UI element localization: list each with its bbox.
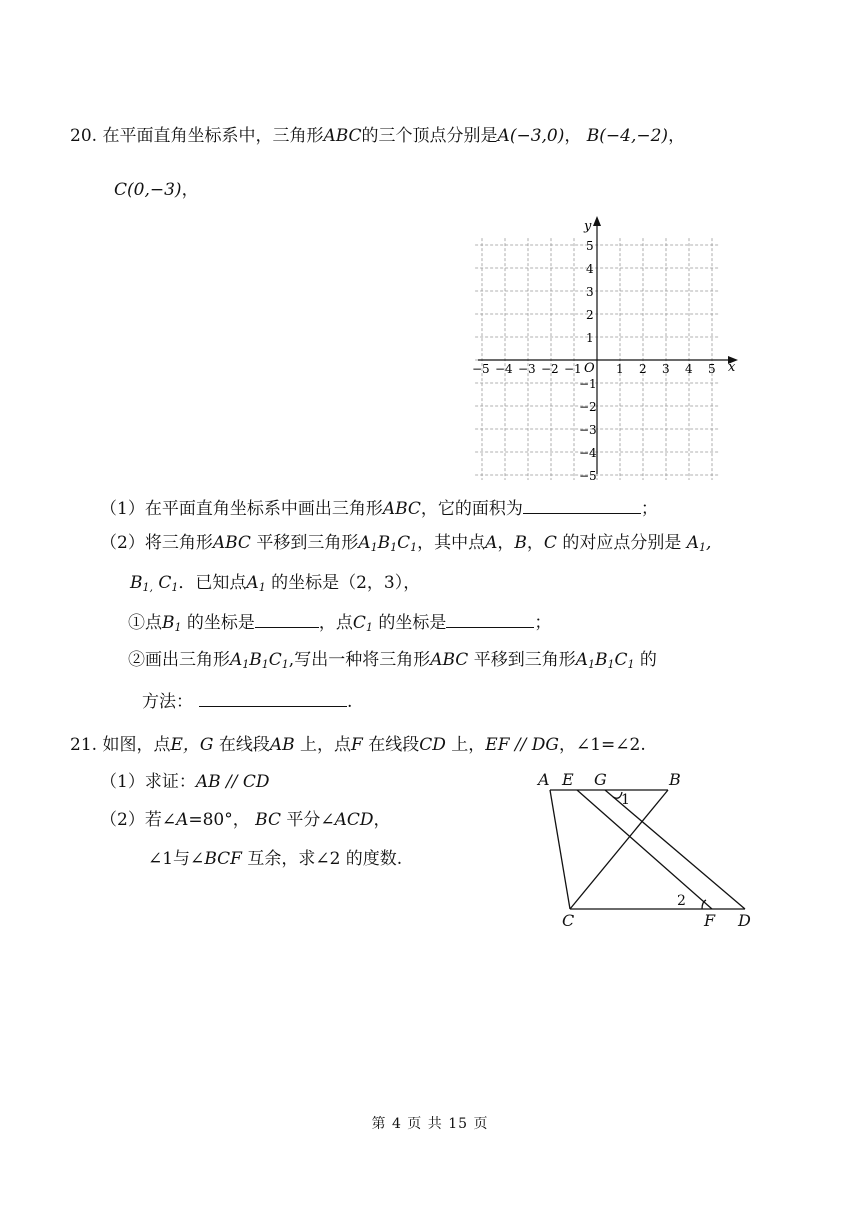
q20-sub2-text3: 平移到三角形 xyxy=(473,650,576,670)
q20-p2-text2: 平移到三角形 xyxy=(256,533,359,553)
q21-par: EF // DG xyxy=(485,735,559,755)
area-answer-blank[interactable] xyxy=(523,495,641,514)
c1-coordinate-blank[interactable] xyxy=(446,609,534,628)
q20-sub2-text2: ,写出一种将三角形 xyxy=(288,650,431,670)
y-tick-label: 2 xyxy=(586,308,594,322)
y-tick-label: 3 xyxy=(586,285,594,299)
q20-part2: （2）将三角形ABC 平移到三角形$A_1B_1C_1$，其中点A，B，C 的对应点分别是 $A_1$, xyxy=(100,533,712,554)
q20-sub2-text4: 的 xyxy=(639,650,657,670)
y-tick-label: 5 xyxy=(586,239,594,253)
q20-sub1-text3: ，点 xyxy=(318,613,353,633)
q20-sub2-end: . xyxy=(347,692,353,712)
q21-p2-acd: ACD xyxy=(334,810,374,830)
q20-abc: ABC xyxy=(430,650,469,670)
q20-p2-text3: ，其中点 xyxy=(417,533,486,553)
q20-point-label: B xyxy=(514,533,527,553)
q20-sub2-line2-text: 方法： xyxy=(142,692,193,712)
q21-eg: E，G xyxy=(170,735,214,755)
q21-p1-math: AB // CD xyxy=(195,772,270,792)
x-tick-label: 3 xyxy=(662,362,670,376)
x-tick-label: −1 xyxy=(564,362,582,376)
q21-p2-text3: 平分∠ xyxy=(286,810,335,830)
y-axis-label: y xyxy=(584,219,592,234)
q21-p2-a: A xyxy=(176,810,189,830)
label-b: B xyxy=(669,770,681,789)
q21-p2-text: （2）若∠ xyxy=(100,810,177,830)
y-tick-label: 1 xyxy=(586,331,594,345)
x-tick-label: −5 xyxy=(472,362,490,376)
page-footer: 第 4 页 共 15 页 xyxy=(371,1116,489,1132)
q20-point-label: $C_1$ xyxy=(352,613,373,634)
label-f: F xyxy=(704,911,716,930)
q21-stem xyxy=(70,733,646,757)
q20-stem-text: 20. 在平面直角坐标系中，三角形 xyxy=(70,126,324,146)
q21-stem-text4: 在线段 xyxy=(368,735,420,755)
segment-ef xyxy=(577,790,712,909)
q20-stem-line1 xyxy=(70,124,685,148)
q21-ab: AB xyxy=(269,735,295,755)
q21-p3-text2: 互余，求∠2 的度数. xyxy=(247,849,403,869)
q20-point-a: A(−3,0) xyxy=(497,126,565,146)
q21-p2-bc: BC xyxy=(255,810,281,830)
q20-sub1 xyxy=(128,609,551,635)
y-tick-label: −4 xyxy=(579,446,597,460)
q20-part1 xyxy=(100,495,658,521)
q20-point-label: $B_{1,}$ $C_1$ xyxy=(130,573,179,594)
q20-sub2 xyxy=(128,648,657,672)
q20-sub1-text2: 的坐标是 xyxy=(186,613,255,633)
q21-stem-text3: 上，点 xyxy=(300,735,352,755)
q21-stem-text5: 上， xyxy=(451,735,486,755)
q20-point-label: $A_1$, xyxy=(686,533,712,554)
y-tick-label: 4 xyxy=(586,262,594,276)
coordinate-grid xyxy=(472,214,746,480)
q20-p1-text2: ，它的面积为 xyxy=(420,499,523,519)
q21-stem-text6: ，∠1=∠2. xyxy=(558,735,646,755)
x-tick-label: −2 xyxy=(541,362,559,376)
b1-coordinate-blank[interactable] xyxy=(255,609,319,628)
q21-part2 xyxy=(100,808,391,832)
q21-f: F xyxy=(351,735,363,755)
q21-part1 xyxy=(100,770,270,794)
method-answer-blank[interactable] xyxy=(199,688,347,707)
q20-sep: ， xyxy=(668,126,686,146)
q21-part3 xyxy=(148,847,402,871)
q20-abc: ABC xyxy=(382,499,421,519)
q20-abc: ABC xyxy=(323,126,362,146)
x-tick-label: −4 xyxy=(495,362,513,376)
q21-p1-text: （1）求证： xyxy=(100,772,196,792)
label-d: D xyxy=(738,911,751,930)
q21-p2-text2: =80°， xyxy=(188,810,250,830)
y-tick-label: −3 xyxy=(579,423,597,437)
x-tick-label: −3 xyxy=(518,362,536,376)
q20-point-label: $A_1$ xyxy=(246,573,266,594)
label-angle1: 1 xyxy=(621,792,630,808)
q20-sub2-text: ②画出三角形 xyxy=(128,650,230,670)
q20-abc: ABC xyxy=(212,533,251,553)
label-e: E xyxy=(562,770,574,789)
geometry-figure xyxy=(530,768,760,933)
q21-p2-text4: ， xyxy=(373,810,391,830)
label-angle2: 2 xyxy=(677,893,686,909)
q20-sub1-text: ①点 xyxy=(128,613,162,633)
q20-p1-end: ； xyxy=(640,499,658,519)
x-axis-label: x xyxy=(728,360,736,375)
a1b1c1: $A_1B_1C_1$ xyxy=(358,533,418,554)
q20-label-a1b1c1: $A_1B_1C_1$ xyxy=(575,650,635,671)
q20-stem-line2 xyxy=(114,178,199,202)
y-tick-label: −2 xyxy=(579,400,597,414)
label-a: A xyxy=(538,770,550,789)
q20-point-b: B(−4,−2) xyxy=(586,126,669,146)
q20-p2-line2-end: 的坐标是（2，3）， xyxy=(271,573,421,593)
q20-p2-text4: 的对应点分别是 xyxy=(562,533,682,553)
q20-point-c: C(0,−3) xyxy=(114,180,182,200)
q20-sub2-line2 xyxy=(142,688,352,714)
x-tick-label: 5 xyxy=(708,362,716,376)
q21-p3-bcf: BCF xyxy=(204,849,242,869)
q20-point-label: $B_1$ xyxy=(162,613,182,634)
q20-sep: ， xyxy=(181,180,199,200)
segment-bc xyxy=(570,790,668,909)
q21-stem-text: 21. 如图，点 xyxy=(70,735,171,755)
x-tick-label: 4 xyxy=(685,362,693,376)
label-g: G xyxy=(594,770,607,789)
origin-label: O xyxy=(584,361,595,376)
x-tick-label: 1 xyxy=(616,362,624,376)
points-abc: A xyxy=(485,533,498,553)
y-tick-label: −5 xyxy=(579,469,597,480)
q20-sep: ， xyxy=(564,126,582,146)
q21-p3-text: ∠1与∠ xyxy=(148,849,205,869)
x-tick-label: 2 xyxy=(639,362,647,376)
q20-point-label: C xyxy=(543,533,557,553)
y-axis-arrow xyxy=(593,216,601,226)
q21-stem-text2: 在线段 xyxy=(218,735,270,755)
label-c: C xyxy=(562,911,575,930)
q20-label-a1b1c1: $A_1B_1C_1$ xyxy=(230,650,289,671)
q20-stem-text2: 的三个顶点分别是 xyxy=(361,126,498,146)
q20-sub1-text4: 的坐标是 xyxy=(378,613,447,633)
q20-part2-line2: $B_{1,}$ $C_1$．已知点$A_1$ 的坐标是（2，3）， xyxy=(130,573,421,594)
q20-sub1-end: ； xyxy=(534,613,552,633)
segment-ac xyxy=(550,790,570,909)
q21-cd: CD xyxy=(419,735,446,755)
q20-p2-line2-text: 已知点 xyxy=(195,573,247,593)
q20-p2-text: （2）将三角形 xyxy=(100,533,213,553)
y-tick-label: −1 xyxy=(579,377,597,391)
q20-p1-text: （1）在平面直角坐标系中画出三角形 xyxy=(100,499,383,519)
